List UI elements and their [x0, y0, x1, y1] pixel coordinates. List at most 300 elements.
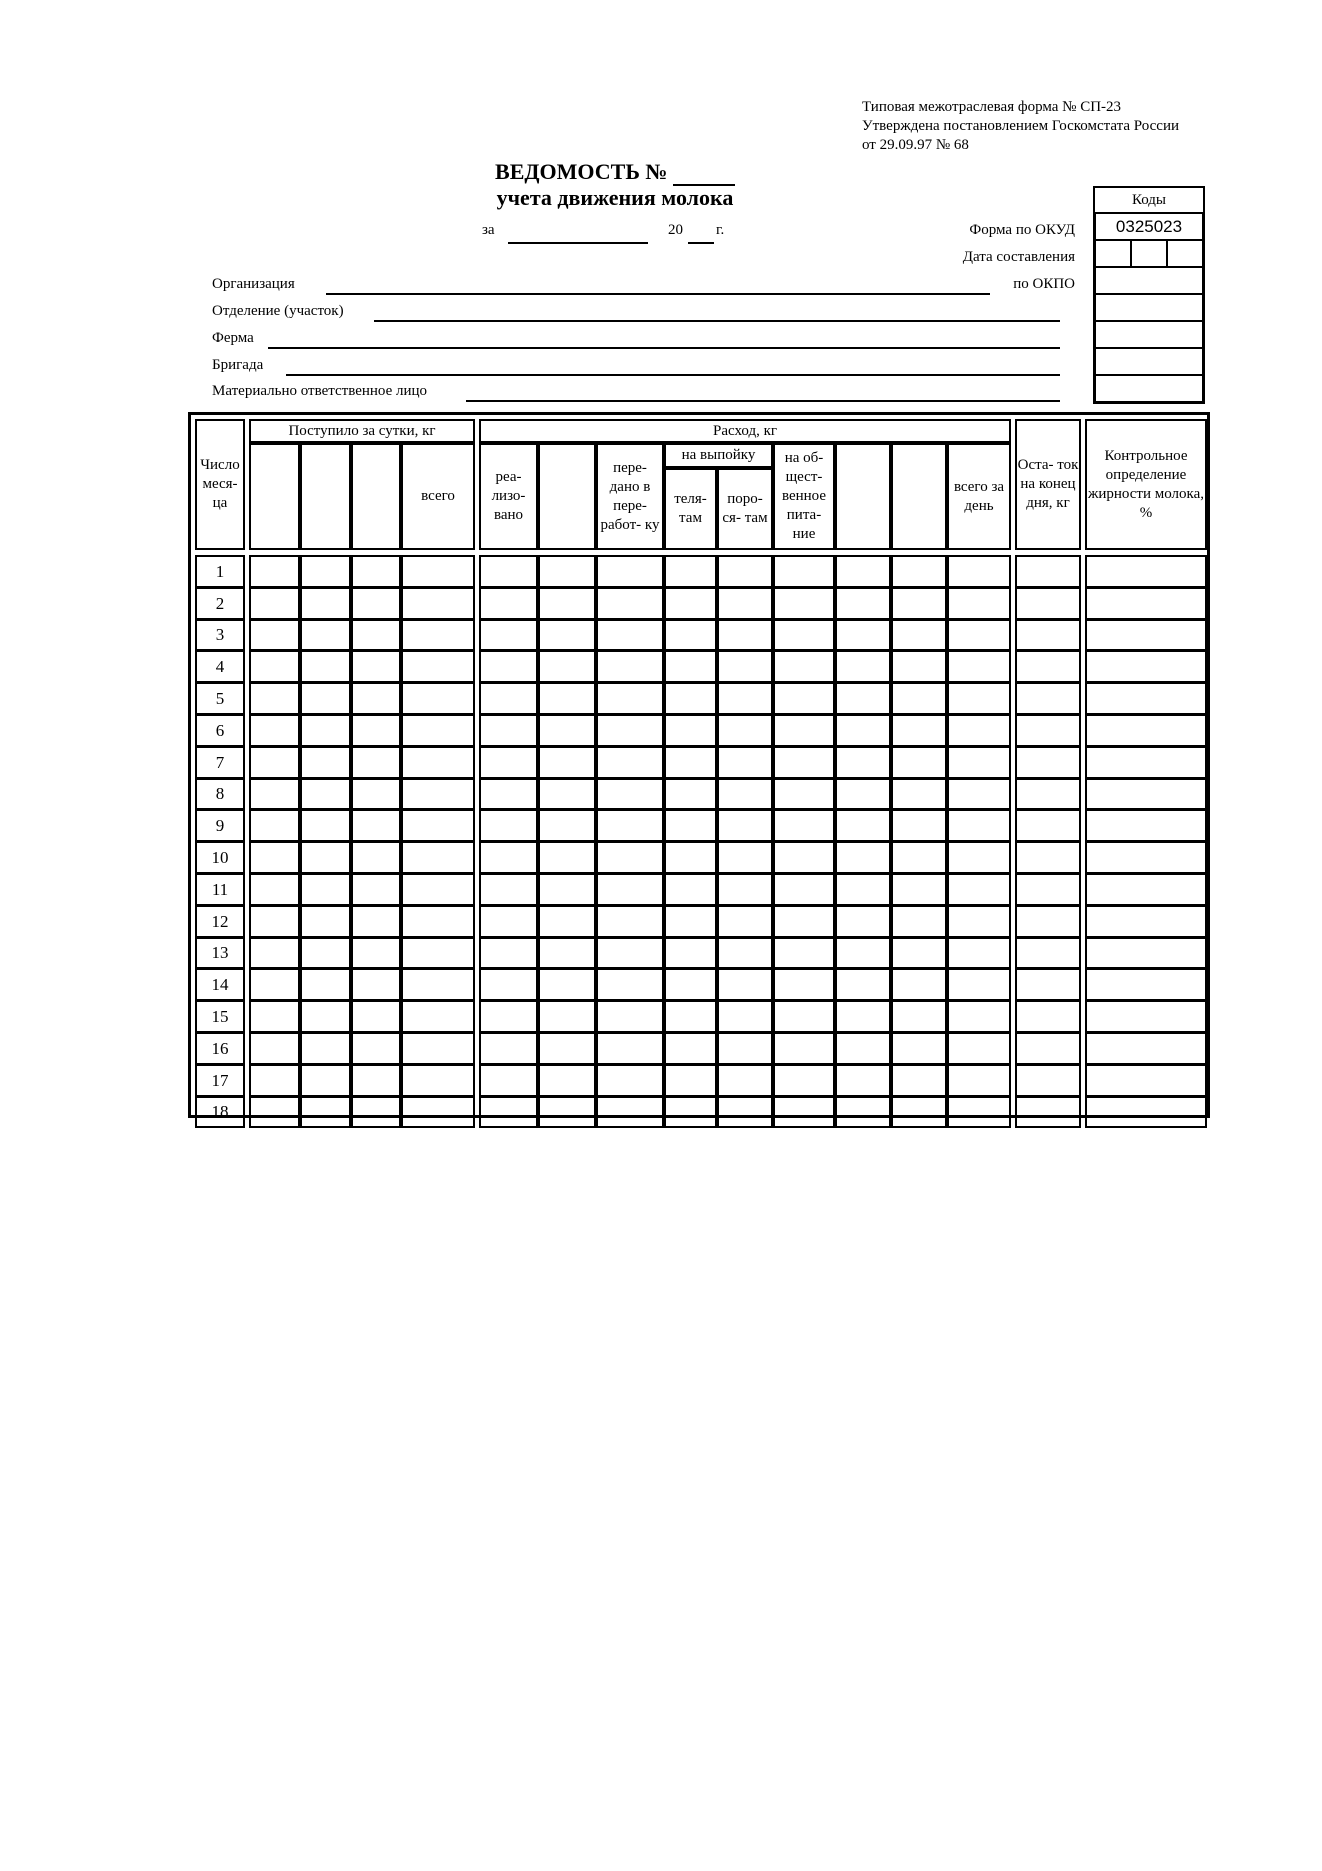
table-cell[interactable]: [717, 968, 773, 1001]
table-cell[interactable]: [835, 714, 891, 747]
table-cell[interactable]: [300, 778, 351, 811]
table-cell[interactable]: [947, 905, 1011, 938]
date-code-field[interactable]: [1096, 241, 1202, 268]
table-cell[interactable]: [891, 1000, 947, 1033]
table-cell[interactable]: [773, 809, 835, 842]
table-cell[interactable]: [1015, 619, 1081, 652]
table-cell[interactable]: [401, 682, 475, 715]
table-cell[interactable]: [664, 841, 717, 874]
table-cell[interactable]: [300, 905, 351, 938]
table-cell[interactable]: [249, 809, 300, 842]
table-cell[interactable]: [401, 1000, 475, 1033]
table-cell[interactable]: [891, 650, 947, 683]
table-cell[interactable]: [300, 873, 351, 906]
table-cell[interactable]: [479, 1000, 538, 1033]
table-cell[interactable]: [401, 1032, 475, 1065]
code-field[interactable]: [1096, 295, 1202, 322]
header-expense-total: всего за день: [947, 443, 1011, 550]
table-cell[interactable]: [300, 682, 351, 715]
table-cell[interactable]: [717, 587, 773, 620]
table-cell[interactable]: [717, 1096, 773, 1129]
table-cell[interactable]: [300, 1064, 351, 1097]
table-cell[interactable]: [835, 1064, 891, 1097]
table-cell[interactable]: [351, 841, 401, 874]
table-cell[interactable]: [351, 1064, 401, 1097]
table-cell[interactable]: [773, 682, 835, 715]
table-cell[interactable]: [351, 746, 401, 779]
table-cell[interactable]: [835, 587, 891, 620]
table-cell[interactable]: [596, 1032, 664, 1065]
table-cell[interactable]: [717, 778, 773, 811]
table-cell[interactable]: [401, 587, 475, 620]
table-cell[interactable]: [479, 778, 538, 811]
table-cell[interactable]: [947, 555, 1011, 588]
table-cell[interactable]: [596, 1064, 664, 1097]
table-cell[interactable]: [479, 682, 538, 715]
table-cell[interactable]: [1015, 746, 1081, 779]
table-cell[interactable]: [538, 778, 596, 811]
code-field[interactable]: [1096, 322, 1202, 349]
table-cell[interactable]: [401, 619, 475, 652]
table-cell[interactable]: [947, 1064, 1011, 1097]
table-cell[interactable]: [1015, 1096, 1081, 1129]
table-cell[interactable]: [664, 778, 717, 811]
table-cell[interactable]: [479, 937, 538, 970]
table-cell[interactable]: [835, 841, 891, 874]
table-cell[interactable]: [664, 555, 717, 588]
table-cell[interactable]: [538, 746, 596, 779]
table-cell[interactable]: [300, 619, 351, 652]
table-cell[interactable]: [773, 937, 835, 970]
table-cell[interactable]: [835, 682, 891, 715]
table-cell[interactable]: [717, 841, 773, 874]
table-cell[interactable]: [835, 873, 891, 906]
row-number: 14: [195, 968, 245, 1001]
table-cell[interactable]: [717, 809, 773, 842]
table-cell[interactable]: [1015, 968, 1081, 1001]
table-cell[interactable]: [596, 650, 664, 683]
table-cell[interactable]: [1085, 587, 1207, 620]
table-cell[interactable]: [947, 746, 1011, 779]
table-cell[interactable]: [717, 746, 773, 779]
table-cell[interactable]: [249, 587, 300, 620]
table-cell[interactable]: [479, 1096, 538, 1129]
table-cell[interactable]: [947, 619, 1011, 652]
table-cell[interactable]: [401, 555, 475, 588]
table-cell[interactable]: [538, 905, 596, 938]
table-cell[interactable]: [596, 1096, 664, 1129]
okpo-label: по ОКПО: [1013, 276, 1075, 292]
table-cell[interactable]: [1015, 682, 1081, 715]
table-cell[interactable]: [664, 1064, 717, 1097]
table-cell[interactable]: [479, 873, 538, 906]
table-cell[interactable]: [1085, 841, 1207, 874]
table-cell[interactable]: [664, 1000, 717, 1033]
table-cell[interactable]: [596, 905, 664, 938]
table-cell[interactable]: [773, 905, 835, 938]
table-cell[interactable]: [1085, 809, 1207, 842]
table-cell[interactable]: [538, 841, 596, 874]
table-cell[interactable]: [300, 1000, 351, 1033]
table-cell[interactable]: [401, 905, 475, 938]
table-cell[interactable]: [479, 587, 538, 620]
table-cell[interactable]: [596, 587, 664, 620]
responsible-field[interactable]: [466, 400, 1060, 402]
table-cell[interactable]: [835, 1096, 891, 1129]
table-cell[interactable]: [717, 905, 773, 938]
table-cell[interactable]: [538, 809, 596, 842]
table-cell[interactable]: [479, 746, 538, 779]
table-cell[interactable]: [947, 714, 1011, 747]
table-cell[interactable]: [891, 619, 947, 652]
table-cell[interactable]: [401, 778, 475, 811]
table-cell[interactable]: [401, 1064, 475, 1097]
farm-field[interactable]: [268, 347, 1060, 349]
table-cell[interactable]: [947, 1032, 1011, 1065]
table-cell[interactable]: [947, 650, 1011, 683]
table-cell[interactable]: [773, 1000, 835, 1033]
table-cell[interactable]: [717, 555, 773, 588]
table-cell[interactable]: [401, 650, 475, 683]
table-cell[interactable]: [249, 650, 300, 683]
table-cell[interactable]: [947, 1000, 1011, 1033]
table-cell[interactable]: [773, 619, 835, 652]
period-field[interactable]: [508, 226, 648, 244]
table-cell[interactable]: [596, 682, 664, 715]
table-cell[interactable]: [401, 968, 475, 1001]
table-cell[interactable]: [891, 1064, 947, 1097]
table-cell[interactable]: [1085, 1096, 1207, 1129]
table-cell[interactable]: [1015, 873, 1081, 906]
table-cell[interactable]: [891, 778, 947, 811]
table-cell[interactable]: [596, 746, 664, 779]
table-cell[interactable]: [479, 714, 538, 747]
table-cell[interactable]: [401, 873, 475, 906]
table-cell[interactable]: [947, 1096, 1011, 1129]
table-cell[interactable]: [891, 587, 947, 620]
table-cell[interactable]: [351, 1032, 401, 1065]
header-remainder: Оста- ток на конец дня, кг: [1015, 419, 1081, 550]
table-cell[interactable]: [351, 968, 401, 1001]
code-field[interactable]: [1096, 376, 1202, 401]
table-cell[interactable]: [1015, 587, 1081, 620]
table-cell[interactable]: [664, 968, 717, 1001]
table-cell[interactable]: [351, 682, 401, 715]
table-cell[interactable]: [664, 587, 717, 620]
table-cell[interactable]: [538, 1064, 596, 1097]
table-cell[interactable]: [351, 587, 401, 620]
table-cell[interactable]: [1015, 1064, 1081, 1097]
table-cell[interactable]: [300, 809, 351, 842]
table-cell[interactable]: [249, 1064, 300, 1097]
table-cell[interactable]: [300, 714, 351, 747]
table-cell[interactable]: [538, 555, 596, 588]
number-field[interactable]: [673, 160, 735, 186]
table-cell[interactable]: [249, 905, 300, 938]
table-cell[interactable]: [947, 937, 1011, 970]
table-cell[interactable]: [1085, 682, 1207, 715]
table-cell[interactable]: [1085, 1000, 1207, 1033]
table-cell[interactable]: [596, 809, 664, 842]
table-cell[interactable]: [351, 555, 401, 588]
table-cell[interactable]: [300, 937, 351, 970]
table-cell[interactable]: [1085, 714, 1207, 747]
row-number: 15: [195, 1000, 245, 1033]
table-cell[interactable]: [835, 937, 891, 970]
header-received-col: [351, 443, 401, 550]
table-cell[interactable]: [249, 968, 300, 1001]
table-cell[interactable]: [479, 555, 538, 588]
table-cell[interactable]: [401, 809, 475, 842]
table-cell[interactable]: [947, 778, 1011, 811]
table-cell[interactable]: [835, 809, 891, 842]
table-cell[interactable]: [596, 714, 664, 747]
table-cell[interactable]: [891, 905, 947, 938]
department-field[interactable]: [374, 320, 1060, 322]
table-cell[interactable]: [664, 873, 717, 906]
table-cell[interactable]: [773, 587, 835, 620]
title-line-1: ВЕДОМОСТЬ №: [495, 159, 668, 184]
table-cell[interactable]: [351, 619, 401, 652]
table-cell[interactable]: [664, 714, 717, 747]
table-cell[interactable]: [401, 1096, 475, 1129]
table-cell[interactable]: [947, 873, 1011, 906]
table-cell[interactable]: [1085, 746, 1207, 779]
table-cell[interactable]: [479, 619, 538, 652]
table-cell[interactable]: [717, 873, 773, 906]
table-cell[interactable]: [596, 841, 664, 874]
table-cell[interactable]: [717, 714, 773, 747]
table-cell[interactable]: [351, 873, 401, 906]
table-cell[interactable]: [596, 555, 664, 588]
table-cell[interactable]: [835, 905, 891, 938]
table-cell[interactable]: [891, 841, 947, 874]
table-cell[interactable]: [947, 587, 1011, 620]
table-cell[interactable]: [773, 1064, 835, 1097]
table-cell[interactable]: [1085, 555, 1207, 588]
table-cell[interactable]: [249, 1096, 300, 1129]
okpo-code-field[interactable]: [1096, 268, 1202, 295]
table-cell[interactable]: [479, 905, 538, 938]
table-cell[interactable]: [664, 619, 717, 652]
table-cell[interactable]: [249, 619, 300, 652]
table-cell[interactable]: [1015, 1000, 1081, 1033]
table-cell[interactable]: [300, 1032, 351, 1065]
table-cell[interactable]: [249, 1000, 300, 1033]
table-cell[interactable]: [351, 1000, 401, 1033]
table-cell[interactable]: [773, 746, 835, 779]
table-cell[interactable]: [891, 714, 947, 747]
table-cell[interactable]: [835, 555, 891, 588]
table-cell[interactable]: [835, 778, 891, 811]
table-cell[interactable]: [351, 809, 401, 842]
table-cell[interactable]: [1085, 1032, 1207, 1065]
table-cell[interactable]: [479, 650, 538, 683]
table-cell[interactable]: [773, 1096, 835, 1129]
brigade-label: Бригада: [212, 357, 264, 373]
table-cell[interactable]: [538, 873, 596, 906]
table-cell[interactable]: [596, 1000, 664, 1033]
table-cell[interactable]: [891, 809, 947, 842]
table-cell[interactable]: [891, 968, 947, 1001]
table-cell[interactable]: [717, 682, 773, 715]
table-cell[interactable]: [300, 1096, 351, 1129]
table-cell[interactable]: [891, 555, 947, 588]
table-cell[interactable]: [664, 937, 717, 970]
table-cell[interactable]: [249, 714, 300, 747]
table-cell[interactable]: [300, 650, 351, 683]
table-cell[interactable]: [1085, 1064, 1207, 1097]
table-cell[interactable]: [835, 968, 891, 1001]
table-cell[interactable]: [1085, 905, 1207, 938]
form-note-line: Типовая межотраслевая форма № СП-23: [862, 99, 1122, 115]
table-cell[interactable]: [1015, 714, 1081, 747]
code-field[interactable]: [1096, 349, 1202, 376]
table-cell[interactable]: [401, 937, 475, 970]
table-cell[interactable]: [717, 1032, 773, 1065]
table-cell[interactable]: [835, 650, 891, 683]
table-cell[interactable]: [947, 841, 1011, 874]
table-cell[interactable]: [1085, 778, 1207, 811]
table-cell[interactable]: [538, 714, 596, 747]
header-expense-col: [835, 443, 891, 550]
table-cell[interactable]: [300, 968, 351, 1001]
table-cell[interactable]: [773, 1032, 835, 1065]
table-cell[interactable]: [664, 1096, 717, 1129]
table-cell[interactable]: [773, 968, 835, 1001]
table-cell[interactable]: [773, 650, 835, 683]
table-cell[interactable]: [300, 587, 351, 620]
table-cell[interactable]: [1085, 873, 1207, 906]
table-cell[interactable]: [300, 746, 351, 779]
table-cell[interactable]: [664, 1032, 717, 1065]
table-cell[interactable]: [717, 650, 773, 683]
table-cell[interactable]: [947, 968, 1011, 1001]
table-cell[interactable]: [401, 841, 475, 874]
table-cell[interactable]: [351, 778, 401, 811]
table-cell[interactable]: [249, 841, 300, 874]
table-cell[interactable]: [773, 714, 835, 747]
table-cell[interactable]: [835, 1032, 891, 1065]
table-cell[interactable]: [1015, 905, 1081, 938]
table-cell[interactable]: [773, 841, 835, 874]
table-cell[interactable]: [835, 619, 891, 652]
table-cell[interactable]: [664, 746, 717, 779]
table-cell[interactable]: [835, 1000, 891, 1033]
table-cell[interactable]: [664, 682, 717, 715]
table-cell[interactable]: [1085, 650, 1207, 683]
form-note: [862, 98, 1222, 155]
table-cell[interactable]: [249, 873, 300, 906]
table-cell[interactable]: [717, 619, 773, 652]
table-cell[interactable]: [1015, 937, 1081, 970]
table-cell[interactable]: [596, 968, 664, 1001]
organization-field[interactable]: [326, 293, 990, 295]
table-cell[interactable]: [300, 841, 351, 874]
table-cell[interactable]: [479, 968, 538, 1001]
table-cell[interactable]: [664, 905, 717, 938]
table-cell[interactable]: [891, 1032, 947, 1065]
table-cell[interactable]: [891, 937, 947, 970]
table-cell[interactable]: [351, 905, 401, 938]
table-cell[interactable]: [479, 841, 538, 874]
table-cell[interactable]: [891, 1096, 947, 1129]
table-cell[interactable]: [1085, 619, 1207, 652]
table-cell[interactable]: [1085, 937, 1207, 970]
brigade-field[interactable]: [286, 374, 1060, 376]
table-cell[interactable]: [891, 746, 947, 779]
table-cell[interactable]: [596, 937, 664, 970]
table-cell[interactable]: [538, 937, 596, 970]
table-cell[interactable]: [249, 555, 300, 588]
table-cell[interactable]: [401, 714, 475, 747]
table-cell[interactable]: [596, 873, 664, 906]
table-cell[interactable]: [947, 809, 1011, 842]
table-cell[interactable]: [538, 1032, 596, 1065]
codes-box: [1093, 186, 1205, 404]
table-cell[interactable]: [538, 682, 596, 715]
table-cell[interactable]: [596, 778, 664, 811]
table-cell[interactable]: [717, 937, 773, 970]
table-cell[interactable]: [1015, 841, 1081, 874]
table-cell[interactable]: [351, 1096, 401, 1129]
table-cell[interactable]: [773, 778, 835, 811]
table-cell[interactable]: [835, 746, 891, 779]
header-fat-control: Контрольное определение жирности молока, %: [1085, 419, 1207, 550]
table-cell[interactable]: [596, 619, 664, 652]
table-cell[interactable]: [717, 1000, 773, 1033]
table-cell[interactable]: [479, 809, 538, 842]
table-cell[interactable]: [538, 619, 596, 652]
table-cell[interactable]: [1015, 809, 1081, 842]
table-cell[interactable]: [479, 1064, 538, 1097]
table-cell[interactable]: [1015, 650, 1081, 683]
table-cell[interactable]: [1085, 968, 1207, 1001]
table-cell[interactable]: [538, 587, 596, 620]
table-cell[interactable]: [351, 650, 401, 683]
table-cell[interactable]: [300, 555, 351, 588]
row-number: 6: [195, 714, 245, 747]
table-cell[interactable]: [401, 746, 475, 779]
table-cell[interactable]: [891, 873, 947, 906]
table-cell[interactable]: [891, 682, 947, 715]
table-cell[interactable]: [479, 1032, 538, 1065]
table-cell[interactable]: [1015, 1032, 1081, 1065]
table-cell[interactable]: [1015, 555, 1081, 588]
table-cell[interactable]: [664, 650, 717, 683]
table-cell[interactable]: [351, 937, 401, 970]
table-cell[interactable]: [538, 1000, 596, 1033]
table-cell[interactable]: [538, 1096, 596, 1129]
table-cell[interactable]: [249, 778, 300, 811]
table-cell[interactable]: [664, 809, 717, 842]
table-cell[interactable]: [773, 555, 835, 588]
table-cell[interactable]: [538, 968, 596, 1001]
header-sold: реа- лизо- вано: [479, 443, 538, 550]
table-cell[interactable]: [351, 714, 401, 747]
table-cell[interactable]: [538, 650, 596, 683]
table-cell[interactable]: [249, 937, 300, 970]
table-cell[interactable]: [249, 682, 300, 715]
table-cell[interactable]: [947, 682, 1011, 715]
table-cell[interactable]: [773, 873, 835, 906]
table-cell[interactable]: [249, 1032, 300, 1065]
year-field[interactable]: [688, 226, 714, 244]
table-cell[interactable]: [249, 746, 300, 779]
row-number: 13: [195, 937, 245, 970]
table-cell[interactable]: [717, 1064, 773, 1097]
table-cell[interactable]: [1015, 778, 1081, 811]
